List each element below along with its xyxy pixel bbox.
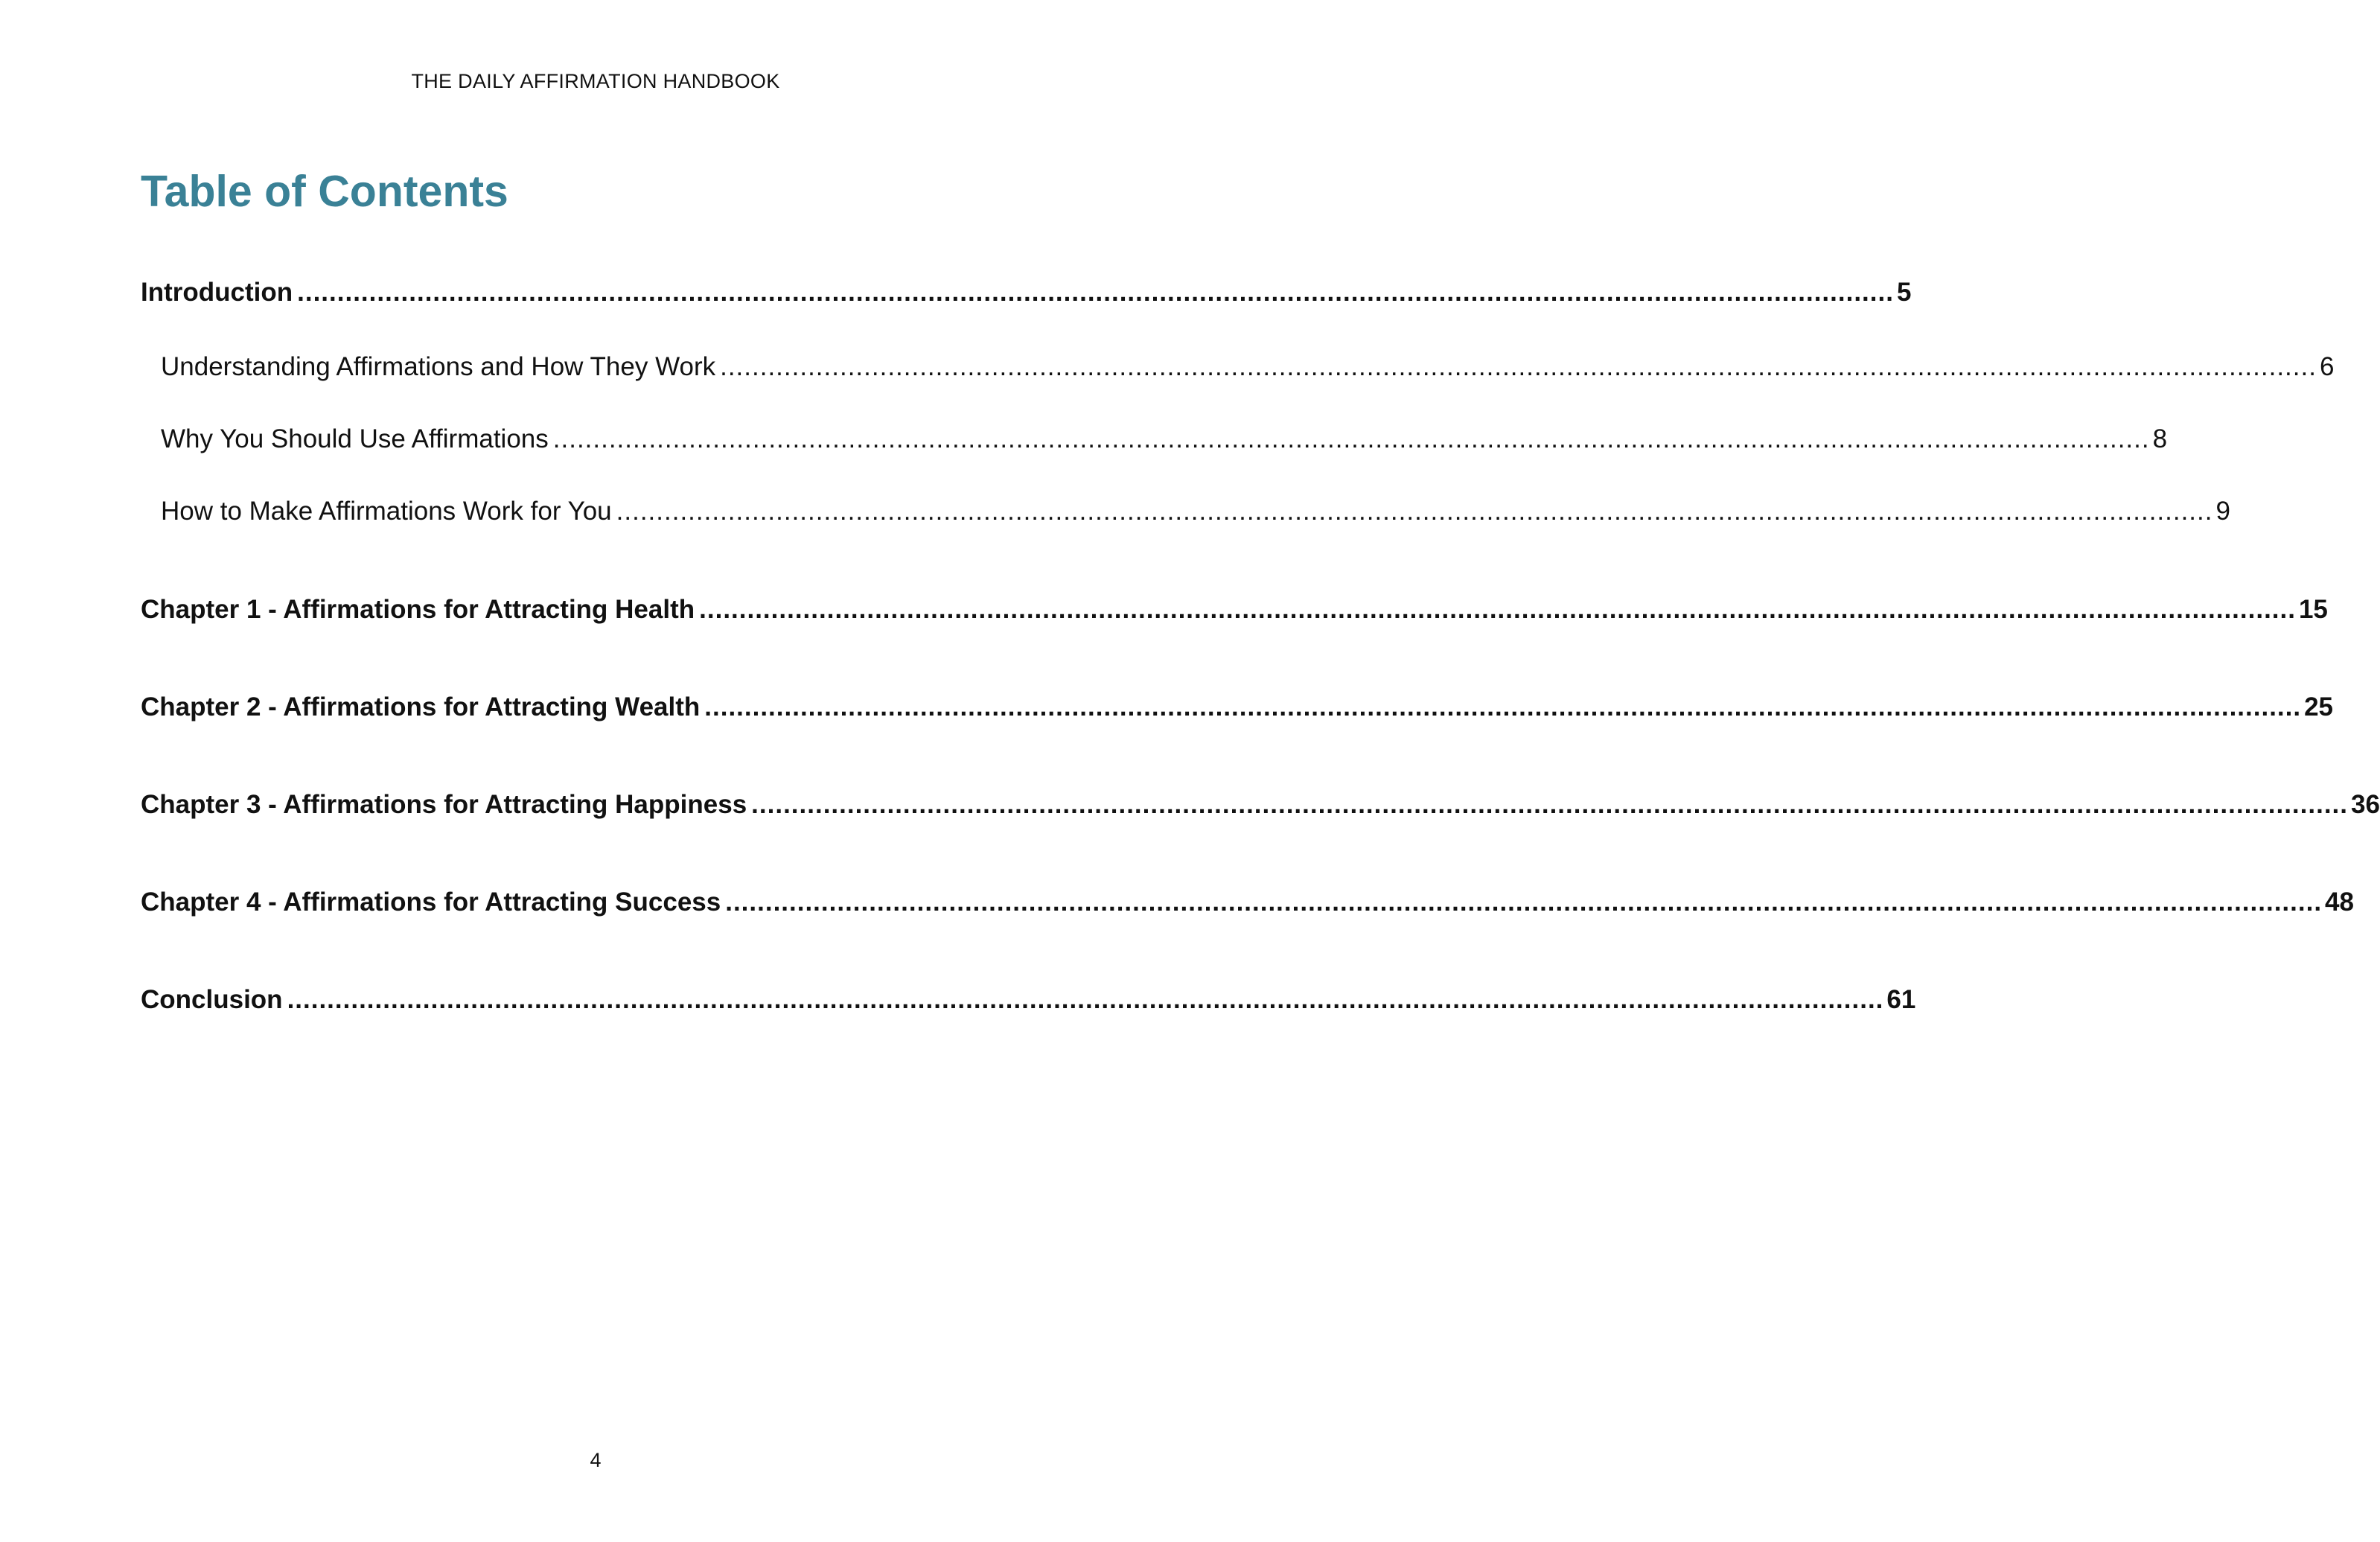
toc-entry-make-affirmations-work[interactable] bbox=[161, 496, 2230, 527]
toc-entry-label: Why You Should Use Affirmations bbox=[161, 424, 549, 453]
toc-entry-chapter-1[interactable] bbox=[141, 594, 2328, 625]
toc-dot-leader: ........................................................................................................................................................................................................ bbox=[616, 497, 2213, 526]
toc-entry-label: Conclusion bbox=[141, 985, 283, 1014]
toc-entry-label: Introduction bbox=[141, 278, 293, 307]
toc-entry-page: 5 bbox=[1896, 278, 1912, 307]
toc-dot-leader: ........................................................................................................................................................................................................ bbox=[725, 888, 2323, 917]
toc-entry-page: 6 bbox=[2319, 352, 2335, 381]
toc-entry-label: Chapter 1 - Affirmations for Attracting Health bbox=[141, 595, 695, 624]
toc-entry-label: Chapter 2 - Affirmations for Attracting Wealth bbox=[141, 692, 701, 721]
running-header: THE DAILY AFFIRMATION HANDBOOK bbox=[411, 70, 780, 92]
toc-dot-leader: ........................................................................................................................................................................................................ bbox=[287, 985, 1884, 1014]
toc-entry-why-use-affirmations[interactable] bbox=[161, 424, 2168, 455]
toc-entry-page: 9 bbox=[2215, 497, 2230, 526]
toc-entry-label: Understanding Affirmations and How They Work bbox=[161, 352, 716, 381]
toc-entry-page: 36 bbox=[2351, 790, 2380, 819]
toc-dot-leader: ........................................................................................................................................................................................................ bbox=[552, 424, 2150, 453]
toc-entry-page: 48 bbox=[2325, 888, 2354, 917]
toc-entry-introduction[interactable] bbox=[141, 277, 1912, 308]
toc-entry-page: 8 bbox=[2152, 424, 2168, 453]
page-number: 4 bbox=[590, 1449, 602, 1471]
toc-entry-conclusion[interactable] bbox=[141, 984, 1916, 1016]
toc-entry-chapter-2[interactable] bbox=[141, 692, 2334, 723]
toc-entry-label: Chapter 3 - Affirmations for Attracting Happiness bbox=[141, 790, 747, 819]
toc-dot-leader: ........................................................................................................................................................................................................ bbox=[297, 278, 1894, 307]
toc-entry-chapter-3[interactable] bbox=[141, 789, 2380, 821]
toc-entry-understanding-affirmations[interactable] bbox=[161, 351, 2335, 383]
toc-entry-chapter-4[interactable] bbox=[141, 887, 2354, 918]
toc-entry-page: 61 bbox=[1886, 985, 1916, 1014]
toc-entry-label: Chapter 4 - Affirmations for Attracting Success bbox=[141, 888, 721, 917]
toc-entry-page: 25 bbox=[2304, 692, 2334, 721]
toc-dot-leader: ........................................................................................................................................................................................................ bbox=[720, 352, 2317, 381]
toc-dot-leader: ........................................................................................................................................................................................................ bbox=[751, 790, 2348, 819]
toc-entry-label: How to Make Affirmations Work for You bbox=[161, 497, 612, 526]
toc-entry-page: 15 bbox=[2298, 595, 2328, 624]
toc-dot-leader: ........................................................................................................................................................................................................ bbox=[704, 692, 2302, 721]
toc-dot-leader: ........................................................................................................................................................................................................ bbox=[699, 595, 2296, 624]
toc-title: Table of Contents bbox=[141, 167, 508, 216]
